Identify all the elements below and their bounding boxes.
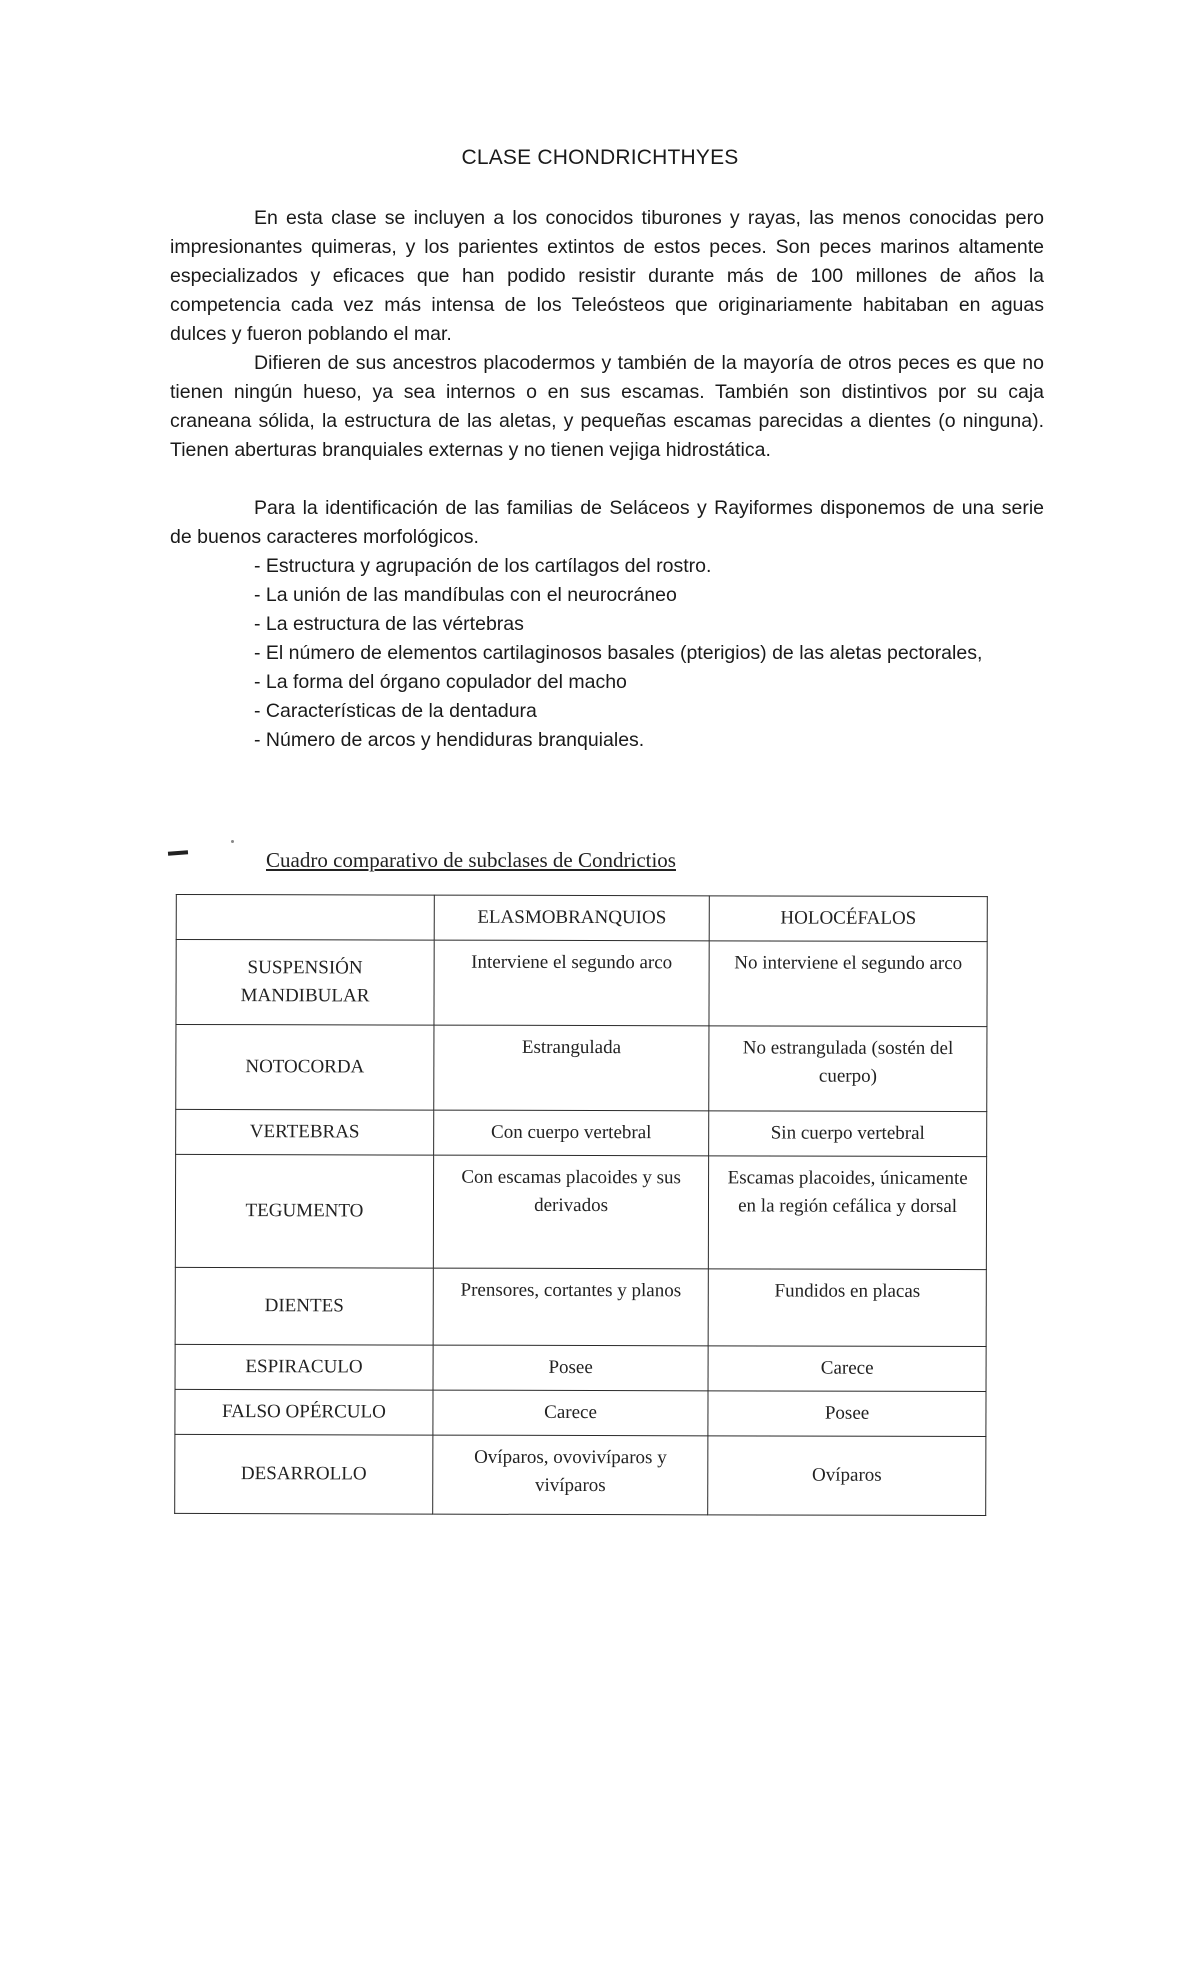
table-cell: Posee <box>708 1391 986 1437</box>
table-header-cell: ELASMOBRANQUIOS <box>434 895 709 941</box>
table-row <box>175 1344 986 1391</box>
paragraph-differences: Difieren de sus ancestros placodermos y también de la mayoría de otros peces es que no tienen ningún hueso, ya sea internos o en sus escamas. También son distintivos por su caja craneana sólida, la estructura de las aletas, y pequeñas escamas parecidas a dientes (o ninguna). Tienen aberturas branquiales externas y no tienen vejiga hidrostática. <box>170 352 1044 461</box>
table-cell: Ovíparos <box>708 1436 986 1516</box>
document-title: CLASE CHONDRICHTHYES <box>461 146 739 169</box>
table-cell: DIENTES <box>175 1267 433 1345</box>
list-item: - Número de arcos y hendiduras branquiales. <box>254 729 645 751</box>
list-item: - La forma del órgano copulador del macho <box>254 671 627 693</box>
table-header-row <box>176 894 987 941</box>
paragraph-gap <box>170 465 1044 494</box>
table-row <box>176 1024 987 1111</box>
table-row <box>175 1434 986 1515</box>
table-cell: Fundidos en placas <box>708 1269 986 1347</box>
scan-speck <box>231 840 234 843</box>
table-cell: TEGUMENTO <box>175 1154 433 1268</box>
table-cell: No estrangulada (sostén del cuerpo) <box>709 1026 987 1112</box>
table-cell: SUSPENSIÓN MANDIBULAR <box>176 939 434 1025</box>
characters-list <box>170 552 1044 755</box>
table-row <box>176 939 987 1026</box>
table-cell: Interviene el segundo arco <box>434 940 709 1026</box>
table-cell: ESPIRACULO <box>175 1344 433 1390</box>
table-cell: Sin cuerpo vertebral <box>709 1111 987 1157</box>
table-row <box>176 1109 987 1156</box>
body-text <box>170 204 1044 755</box>
table-caption: Cuadro comparativo de subclases de Condrictios <box>266 848 676 872</box>
table-cell: NOTOCORDA <box>176 1024 434 1110</box>
table-cell: DESARROLLO <box>175 1434 433 1514</box>
table-cell: Posee <box>433 1345 708 1391</box>
paragraph-intro: En esta clase se incluyen a los conocidos tiburones y rayas, las menos conocidas pero impresionantes quimeras, y los parientes extintos de estos peces. Son peces marinos altamente especializados y eficaces que han podido resistir durante más de 100 millones de años la competencia cada vez más intensa de los Teleósteos que originariamente habitaban en aguas dulces y fueron poblando el mar. <box>170 207 1044 345</box>
table-cell: Ovíparos, ovovivíparos y vivíparos <box>433 1435 708 1515</box>
table-header-cell <box>176 894 434 940</box>
list-item: - La estructura de las vértebras <box>254 613 524 635</box>
list-item: - Estructura y agrupación de los cartílagos del rostro. <box>254 555 712 577</box>
scan-dash-mark <box>168 850 188 855</box>
table-header-cell: HOLOCÉFALOS <box>709 896 987 942</box>
table-cell: Con escamas placoides y sus derivados <box>433 1155 709 1269</box>
table-cell: VERTEBRAS <box>176 1109 434 1155</box>
list-item: - Características de la dentadura <box>254 700 537 722</box>
paragraph-identification: Para la identificación de las familias de Seláceos y Rayiformes disponemos de una serie de buenos caracteres morfológicos. <box>170 497 1044 548</box>
table-row <box>175 1267 986 1346</box>
table-cell: Estrangulada <box>434 1025 709 1111</box>
table-cell: Con cuerpo vertebral <box>434 1110 709 1156</box>
table-cell: Carece <box>708 1346 986 1392</box>
table-cell: No interviene el segundo arco <box>709 941 987 1027</box>
table-cell: Carece <box>433 1390 708 1436</box>
comparison-table <box>174 894 988 1516</box>
list-item: - La unión de las mandíbulas con el neurocráneo <box>254 584 677 606</box>
list-item: - El número de elementos cartilaginosos basales (pterigios) de las aletas pectorales, <box>254 642 983 664</box>
table-cell: Escamas placoides, únicamente en la región cefálica y dorsal <box>709 1156 987 1270</box>
table-row <box>175 1154 986 1269</box>
table-row <box>175 1389 986 1436</box>
table-cell: Prensores, cortantes y planos <box>433 1268 708 1346</box>
table-cell: FALSO OPÉRCULO <box>175 1389 433 1435</box>
comparison-table-wrapper <box>174 894 988 1516</box>
